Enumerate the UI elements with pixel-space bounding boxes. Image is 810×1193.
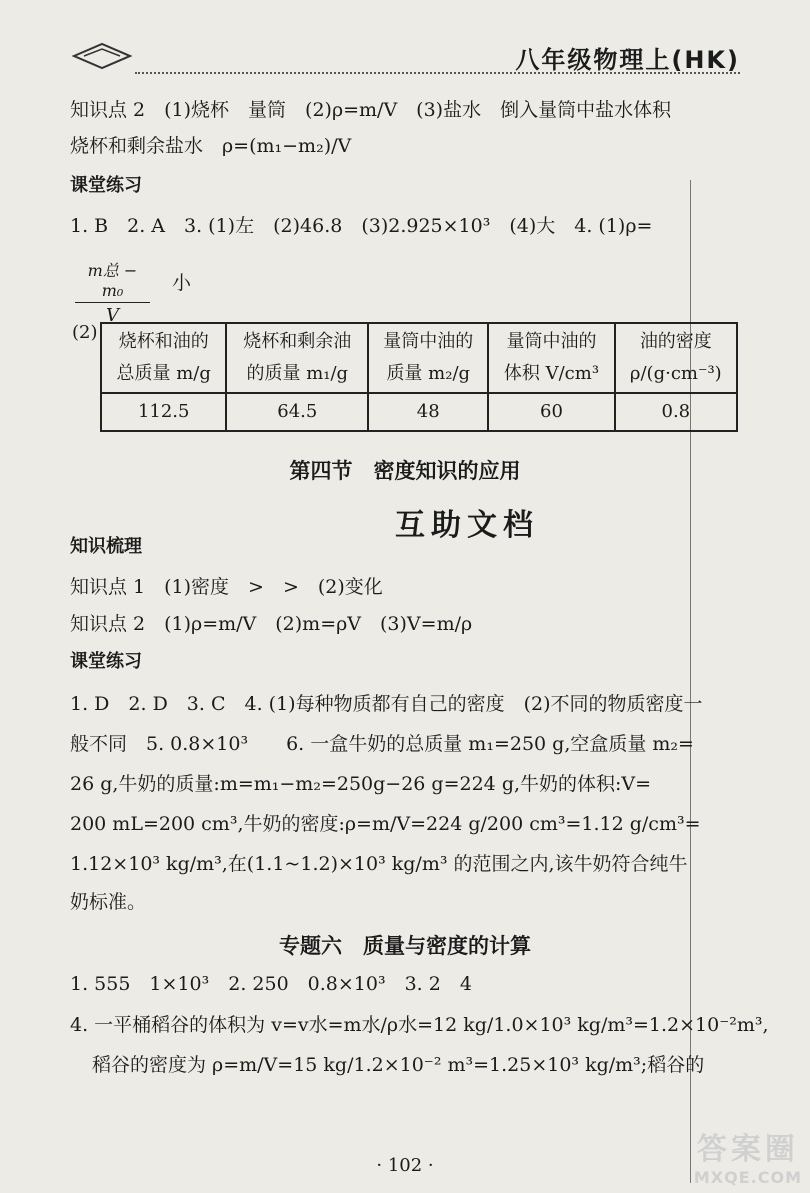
- table-header-cell: 油的密度 ρ/(g·cm⁻³): [615, 323, 737, 393]
- line-knowledge-point-2: 知识点 2 (1)烧杯 量筒 (2)ρ=m/V (3)盐水 倒入量筒中盐水体积: [70, 99, 672, 121]
- heading-class-practice-2: 课堂练习: [70, 651, 142, 672]
- watermark-title: 答案圈: [696, 1132, 799, 1167]
- stamp-text: 互助文档: [395, 508, 539, 543]
- line-practice-5: 1.12×10³ kg/m³,在(1.1~1.2)×10³ kg/m³ 的范围之内,该牛奶符合纯牛: [70, 853, 688, 875]
- line-topic-3: 稻谷的密度为 ρ=m/V=15 kg/1.2×10⁻² m³=1.25×10³ kg/m³;稻谷的: [92, 1054, 705, 1076]
- table-cell: 64.5: [226, 393, 368, 431]
- line-practice-2: 般不同 5. 0.8×10³ 6. 一盒牛奶的总质量 m₁=250 g,空盒质量 m₂=: [70, 733, 694, 755]
- line-practice-6: 奶标准。: [70, 891, 147, 913]
- line-topic-2: 4. 一平桶稻谷的体积为 v=v水=m水/ρ水=12 kg/1.0×10³ kg/m³=1.2×10⁻²m³,: [70, 1014, 769, 1036]
- table-header-cell: 烧杯和剩余油 的质量 m₁/g: [226, 323, 368, 393]
- line-knowledge-point-1: 知识点 1 (1)密度 > > (2)变化: [70, 576, 383, 598]
- line-topic-1: 1. 555 1×10³ 2. 250 0.8×10³ 3. 2 4: [70, 973, 472, 995]
- line-knowledge-point-2b: 知识点 2 (1)ρ=m/V (2)m=ρV (3)V=m/ρ: [70, 613, 473, 635]
- table-cell: 112.5: [101, 393, 226, 431]
- heading-class-practice: 课堂练习: [70, 175, 142, 196]
- fraction-denominator: V: [106, 305, 119, 326]
- density-fraction: [75, 258, 150, 326]
- fraction-numerator: m总 − m₀: [75, 258, 150, 303]
- table-header-cell: 量筒中油的 体积 V/cm³: [488, 323, 614, 393]
- table-header-cell: 烧杯和油的 总质量 m/g: [101, 323, 226, 393]
- oil-density-table: [100, 322, 738, 432]
- table-row: [101, 393, 737, 431]
- line-practice-3: 26 g,牛奶的质量:m=m₁−m₂=250g−26 g=224 g,牛奶的体积:V=: [70, 773, 652, 795]
- topic-6-title: 专题六 质量与密度的计算: [279, 934, 531, 958]
- line-practice-1: 1. D 2. D 3. C 4. (1)每种物质都有自己的密度 (2)不同的物质密度一: [70, 693, 703, 715]
- question-tag-2: (2): [72, 322, 98, 343]
- header-title: 八年级物理上(HK): [515, 46, 740, 74]
- line-practice-4: 200 mL=200 cm³,牛奶的密度:ρ=m/V=224 g/200 cm³=1.12 g/cm³=: [70, 813, 701, 835]
- table-cell: 48: [368, 393, 488, 431]
- table-cell: 60: [488, 393, 614, 431]
- page-number: · 102 ·: [376, 1155, 434, 1176]
- watermark-logo: [694, 1124, 802, 1187]
- table-header-cell: 量筒中油的 质量 m₂/g: [368, 323, 488, 393]
- watermark-url: MXQE.COM: [693, 1168, 802, 1187]
- table-cell: 0.8: [615, 393, 737, 431]
- line-answer-continued: 烧杯和剩余盐水 ρ=(m₁−m₂)/V: [70, 135, 352, 157]
- section-4-title: 第四节 密度知识的应用: [289, 459, 521, 483]
- header-decoration-icon: [72, 42, 132, 70]
- table-header-row: [101, 323, 737, 393]
- heading-knowledge-review: 知识梳理: [70, 536, 142, 557]
- line-practice-answers: 1. B 2. A 3. (1)左 (2)46.8 (3)2.925×10³ (4)大 4. (1)ρ=: [70, 215, 653, 237]
- answer-small: 小: [172, 272, 192, 294]
